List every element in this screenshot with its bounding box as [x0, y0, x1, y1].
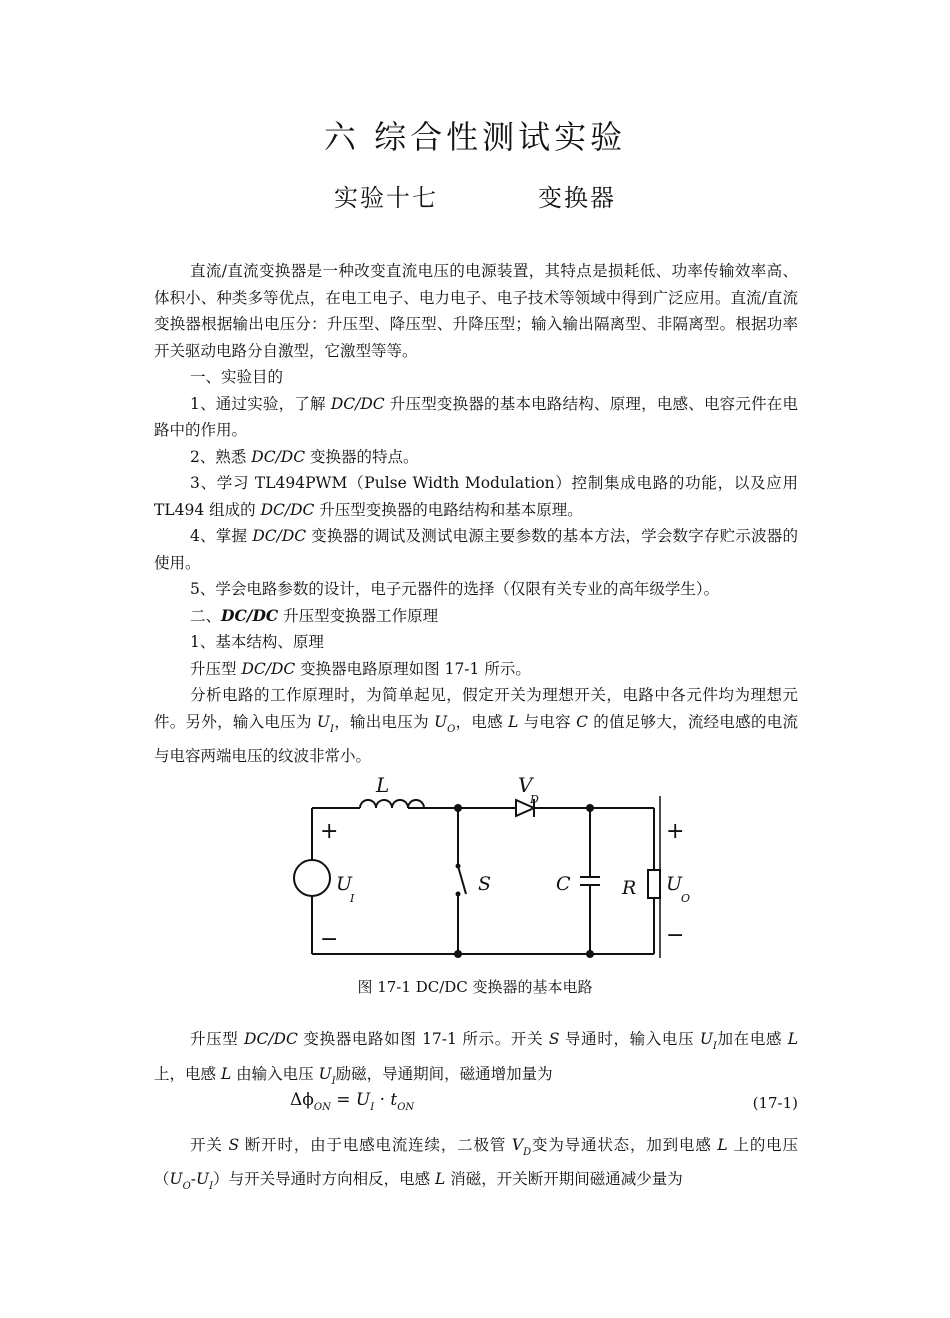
- equation-body: $\Delta\phi_{ON} = U_I \cdot t_{ON}$: [290, 1090, 415, 1113]
- experiment-number: 实验十七: [334, 184, 438, 212]
- intro-paragraph: 直流/直流变换器是一种改变直流电压的电源装置，其特点是损耗低、功率传输效率高、体积小、种类多等优点，在电工电子、电力电子、电子技术等领域中得到广泛应用。直流/直流变换器根据输出电压分：升压型、降压型、升降压型；输入输出隔离型、非隔离型。根据功率开关驱动电路分自激型，它激型等等。: [154, 262, 798, 360]
- label-V: V: [518, 773, 533, 797]
- experiment-name: 变换器: [538, 184, 616, 212]
- main-text: [154, 258, 798, 770]
- equation-number: (17-1): [752, 1094, 798, 1112]
- operation-text: [154, 1026, 798, 1095]
- objective-item-1: 1、通过实验，了解 DC/DC 升压型变换器的基本电路结构、原理，电感、电容元件在电路中的作用。: [154, 394, 798, 439]
- label-L: L: [376, 773, 390, 797]
- off-state-text: [154, 1132, 798, 1200]
- equation-17-1: [290, 1090, 798, 1124]
- output-plus-sign: +: [666, 819, 685, 844]
- output-minus-sign: −: [666, 923, 685, 948]
- junction-dot: [454, 804, 462, 812]
- objective-item-2: 2、熟悉 DC/DC 变换器的特点。: [190, 447, 419, 466]
- boost-converter-circuit-diagram: [280, 770, 710, 970]
- label-R: R: [622, 877, 637, 899]
- label-UI-subscript: I: [350, 892, 355, 905]
- objective-item-5: 5、学会电路参数的设计，电子元器件的选择（仅限有关专业的高年级学生）。: [190, 580, 720, 598]
- section-heading-principle: 二、DC/DC 升压型变换器工作原理: [190, 605, 439, 625]
- junction-dot: [454, 950, 462, 958]
- label-S: S: [478, 873, 492, 895]
- operation-paragraph-on: 升压型 DC/DC 变换器电路如图 17-1 所示。开关 S 导通时，输入电压 $U_I$加在电感 L 上，电感 L 由输入电压 $U_I$励磁，导通期间，磁通增加量为: [154, 1030, 798, 1087]
- experiment-title: [0, 178, 950, 213]
- inductor-symbol: [360, 800, 424, 808]
- label-V-subscript: D: [530, 793, 539, 806]
- label-UO: U: [666, 873, 683, 895]
- label-C: C: [556, 873, 571, 895]
- subsection-heading-structure: 1、基本结构、原理: [190, 633, 324, 651]
- figure-caption: 图 17-1 DC/DC 变换器的基本电路: [357, 978, 593, 996]
- principle-paragraph-1: 升压型 DC/DC 变换器电路原理如图 17-1 所示。: [190, 659, 531, 678]
- junction-dot: [586, 950, 594, 958]
- switch-symbol: [458, 866, 466, 894]
- voltage-source-symbol: [294, 860, 330, 896]
- section-heading-objectives: 一、实验目的: [190, 368, 284, 386]
- junction-dot: [586, 804, 594, 812]
- input-minus-sign: −: [320, 927, 339, 952]
- input-plus-sign: +: [320, 819, 339, 844]
- label-UI: U: [336, 873, 353, 895]
- objective-item-4: 4、掌握 DC/DC 变换器的调试及测试电源主要参数的基本方法，学会数字存贮示波器的使用。: [154, 527, 798, 572]
- label-UO-subscript: O: [681, 892, 691, 905]
- resistor-symbol: [648, 870, 660, 898]
- operation-paragraph-off: 开关 S 断开时，由于电感电流连续，二极管 $V_D$变为导通状态，加到电感 L 上的电压$(U_O-U_I)$与开关导通时方向相反，电感 L 消磁，开关断开期间磁通减少量为: [154, 1136, 798, 1192]
- objective-item-3: 3、学习 TL494PWM（Pulse Width Modulation）控制集成电路的功能，以及应用 TL494 组成的 DC/DC 升压型变换器的电路结构和基本原理。: [154, 474, 798, 519]
- principle-paragraph-2: 分析电路的工作原理时，为简单起见，假定开关为理想开关，电路中各元件均为理想元件。另外，输入电压为 $U_I$，输出电压为 $U_O$，电感 L 与电容 C 的值足够大，流经电感的电流与电容两端电压的纹波非常小。: [154, 686, 798, 765]
- chapter-title: 六 综合性测试实验: [323, 118, 627, 156]
